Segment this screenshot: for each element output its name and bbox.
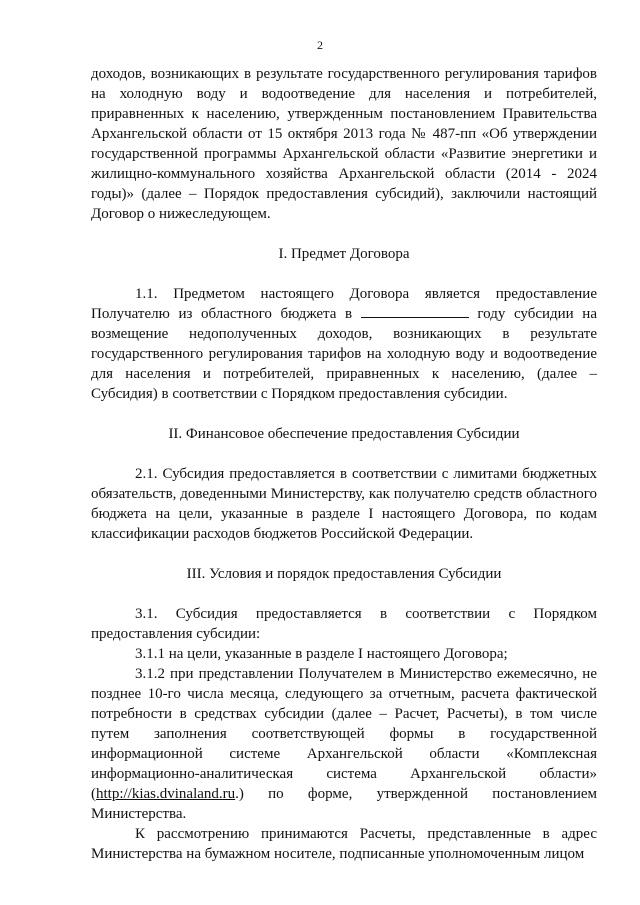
section-1-text-before-blank: 1.1. Предметом настоящего Договора является предоставление Получателю из областного бюджета в bbox=[91, 286, 597, 322]
section-2-heading: II. Финансовое обеспечение предоставления Субсидии bbox=[168, 426, 520, 442]
intro-paragraph: доходов, возникающих в результате государственного регулирования тарифов на холодную воду и водоотведение для населения и потребителей, приравненных к населению, утвержденным постановлением Правительства Архангельской области от 15 октября 2013 года № 487-пп «Об утверждении государственной программы Архангельской области «Развитие энергетики и жилищно-коммунального хозяйства Архангельской области (2014 - 2024 годы)» (далее – Порядок предоставления субсидий), заключили настоящий Договор о нижеследующем. bbox=[91, 66, 597, 222]
section-3-paragraph-1: 3.1. Субсидия предоставляется в соответствии с Порядком предоставления субсидии: bbox=[91, 606, 597, 642]
section-3-paragraph-2: 3.1.1 на цели, указанные в разделе I настоящего Договора; bbox=[135, 646, 508, 662]
section-3-paragraph-4: К рассмотрению принимаются Расчеты, представленные в адрес Министерства на бумажном носителе, подписанные уполномоченным лицом bbox=[91, 826, 597, 862]
section-2-paragraph-1: 2.1. Субсидия предоставляется в соответствии с лимитами бюджетных обязательств, доведенными Министерству, как получателю средств областного бюджета на цели, указанные в разделе I настоящего Договора, по кодам классификации расходов бюджетов Российской Федерации. bbox=[91, 466, 597, 542]
kias-link[interactable]: http://kias.dvinaland.ru bbox=[96, 786, 236, 802]
page-number: 2 bbox=[317, 38, 323, 52]
section-1-paragraph-1 bbox=[91, 284, 597, 404]
section-1-heading: I. Предмет Договора bbox=[278, 246, 410, 262]
document-body bbox=[91, 64, 597, 864]
section-3-p3-text-before-link: 3.1.2 при представлении Получателем в Министерство ежемесячно, не позднее 10-го числа месяца, следующего за отчетным, расчета фактической потребности в средствах субсидии (далее – Расчет, Расчеты), в том числе путем заполнения соответствующей формы в государственной информационной системе Архангельской области «Комплексная информационно-аналитическая система Архангельской области» ( bbox=[91, 666, 597, 802]
year-blank-field[interactable] bbox=[361, 305, 469, 318]
section-3-p3-text-after-link: .) по форме, утвержденной постановлением Министерства. bbox=[91, 786, 597, 822]
section-3-paragraph-3 bbox=[91, 664, 597, 824]
section-1-text-after-blank: году субсидии на возмещение недополученных доходов, возникающих в результате государственного регулирования тарифов на холодную воду и водоотведение для населения и потребителей, приравненных к населению, (далее – Субсидия) в соответствии с Порядком предоставления субсидии. bbox=[91, 306, 597, 402]
section-3-heading: III. Условия и порядок предоставления Субсидии bbox=[186, 566, 502, 582]
